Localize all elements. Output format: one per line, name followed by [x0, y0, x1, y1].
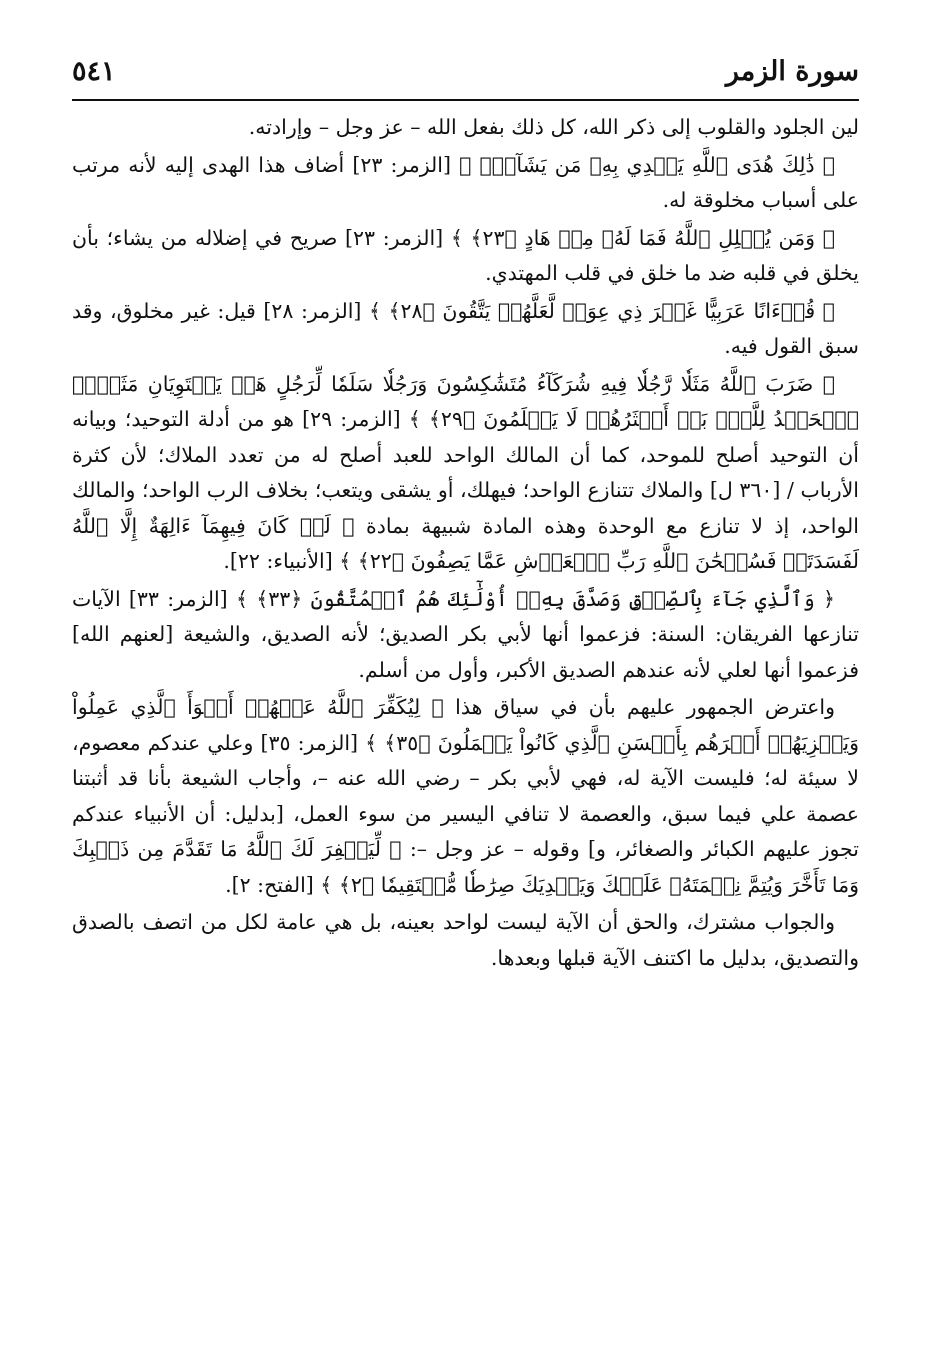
- paragraph-6: ﴿ وَٱلَّذِي جَآءَ بِٱلصِّدۡقِ وَصَدَّقَ بِهِۦٓ أُوْلَٰٓئِكَ هُمُ ٱلۡمُتَّقُونَ ﴿٣٣﴾ ﴾ [الزمر: ٣٣] الآيات تنازعها الفريقان: السنة: فزعموا أنها لأبي بكر الصديق؛ لأنه الصديق، والشيعة [لعنهم الله] فزعموا أنها لعلي لأنه عندهم الصديق الأكبر، وأول من أسلم.: [72, 586, 859, 682]
- paragraph-5: ﴿ ضَرَبَ ٱللَّهُ مَثَلٗا رَّجُلٗا فِيهِ شُرَكَآءُ مُتَشَٰكِسُونَ وَرَجُلٗا سَلَمٗا لِّرَجُلٍ هَلۡ يَسۡتَوِيَانِ مَثَلًاۚ ٱلۡحَمۡدُ لِلَّهِۚ بَلۡ أَكۡثَرُهُمۡ لَا يَعۡلَمُونَ ﴿٢٩﴾ ﴾ [الزمر: ٢٩] هو من أدلة التوحيد؛ وبيانه أن التوحيد أصلح للموحد، كما أن المالك الواحد للعبد أصلح له من تعدد الملاك؛ لأن كثرة الأرباب / [٣٦٠ ل] والملاك تتنازع الواحد؛ فيهلك، أو يشقى ويتعب؛ بخلاف الرب الواحد؛ والمالك الواحد، إذ لا تنازع مع الوحدة وهذه المادة شبيهة بمادة ﴿ لَوۡ كَانَ فِيهِمَآ ءَالِهَةٌ إِلَّا ٱللَّهُ لَفَسَدَتَاۚ فَسُبۡحَٰنَ ٱللَّهِ رَبِّ ٱلۡعَرۡشِ عَمَّا يَصِفُونَ ﴿٢٢﴾ ﴾ [الأنبياء: ٢٢].: [72, 371, 859, 573]
- page-number: ٥٤١: [72, 56, 116, 87]
- surah-title: سورة الزمر: [725, 56, 859, 87]
- paragraph-2: ﴿ ذَٰلِكَ هُدَى ٱللَّهِ يَهۡدِي بِهِۦ مَن يَشَآءُۚ ﴾ [الزمر: ٢٣] أضاف هذا الهدى إليه لأنه مرتب على أسباب مخلوقة له.: [72, 152, 859, 212]
- paragraph-1: لين الجلود والقلوب إلى ذكر الله، كل ذلك بفعل الله – عز وجل – وإرادته.: [248, 115, 859, 139]
- page-header: [72, 50, 859, 98]
- page-body: [72, 110, 859, 978]
- paragraph-3: ﴿ وَمَن يُضۡلِلِ ٱللَّهُ فَمَا لَهُۥ مِنۡ هَادٍ ﴿٢٣﴾ ﴾ [الزمر: ٢٣] صريح في إضلاله من يشاء؛ بأن يخلق في قلبه ضد ما خلق في قلب المهتدي.: [72, 225, 859, 285]
- paragraph-8: والجواب مشترك، والحق أن الآية ليست لواحد بعينه، بل هي عامة لكل من اتصف بالصدق والتصديق، بدليل ما اكتنف الآية قبلها وبعدها.: [72, 910, 859, 970]
- header-divider: [72, 99, 859, 101]
- paragraph-4: ﴿ قُرۡءَانًا عَرَبِيًّا غَيۡرَ ذِي عِوَجٖ لَّعَلَّهُمۡ يَتَّقُونَ ﴿٢٨﴾ ﴾ [الزمر: ٢٨] قيل: غير مخلوق، وقد سبق القول فيه.: [72, 298, 859, 358]
- paragraph-7: واعترض الجمهور عليهم بأن في سياق هذا ﴿ لِيُكَفِّرَ ٱللَّهُ عَنۡهُمۡ أَسۡوَأَ ٱلَّذِي عَمِلُواْ وَيَجۡزِيَهُمۡ أَجۡرَهُم بِأَحۡسَنِ ٱلَّذِي كَانُواْ يَعۡمَلُونَ ﴿٣٥﴾ ﴾ [الزمر: ٣٥] وعلي عندكم معصوم، لا سيئة له؛ فليست الآية له، فهي لأبي بكر – رضي الله عنه –، وأجاب الشيعة بأنا قد أثبتنا عصمة علي فيما سبق، والعصمة لا تنافي اليسير من سوء العمل، [بدليل: أن الأنبياء عندكم تجوز عليهم الكبائر والصغائر، و] وقوله – عز وجل –: ﴿ لِّيَغۡفِرَ لَكَ ٱللَّهُ مَا تَقَدَّمَ مِن ذَنۢبِكَ وَمَا تَأَخَّرَ وَيُتِمَّ نِعۡمَتَهُۥ عَلَيۡكَ وَيَهۡدِيَكَ صِرَٰطٗا مُّسۡتَقِيمٗا ﴿٢﴾ ﴾ [الفتح: ٢].: [72, 695, 859, 897]
